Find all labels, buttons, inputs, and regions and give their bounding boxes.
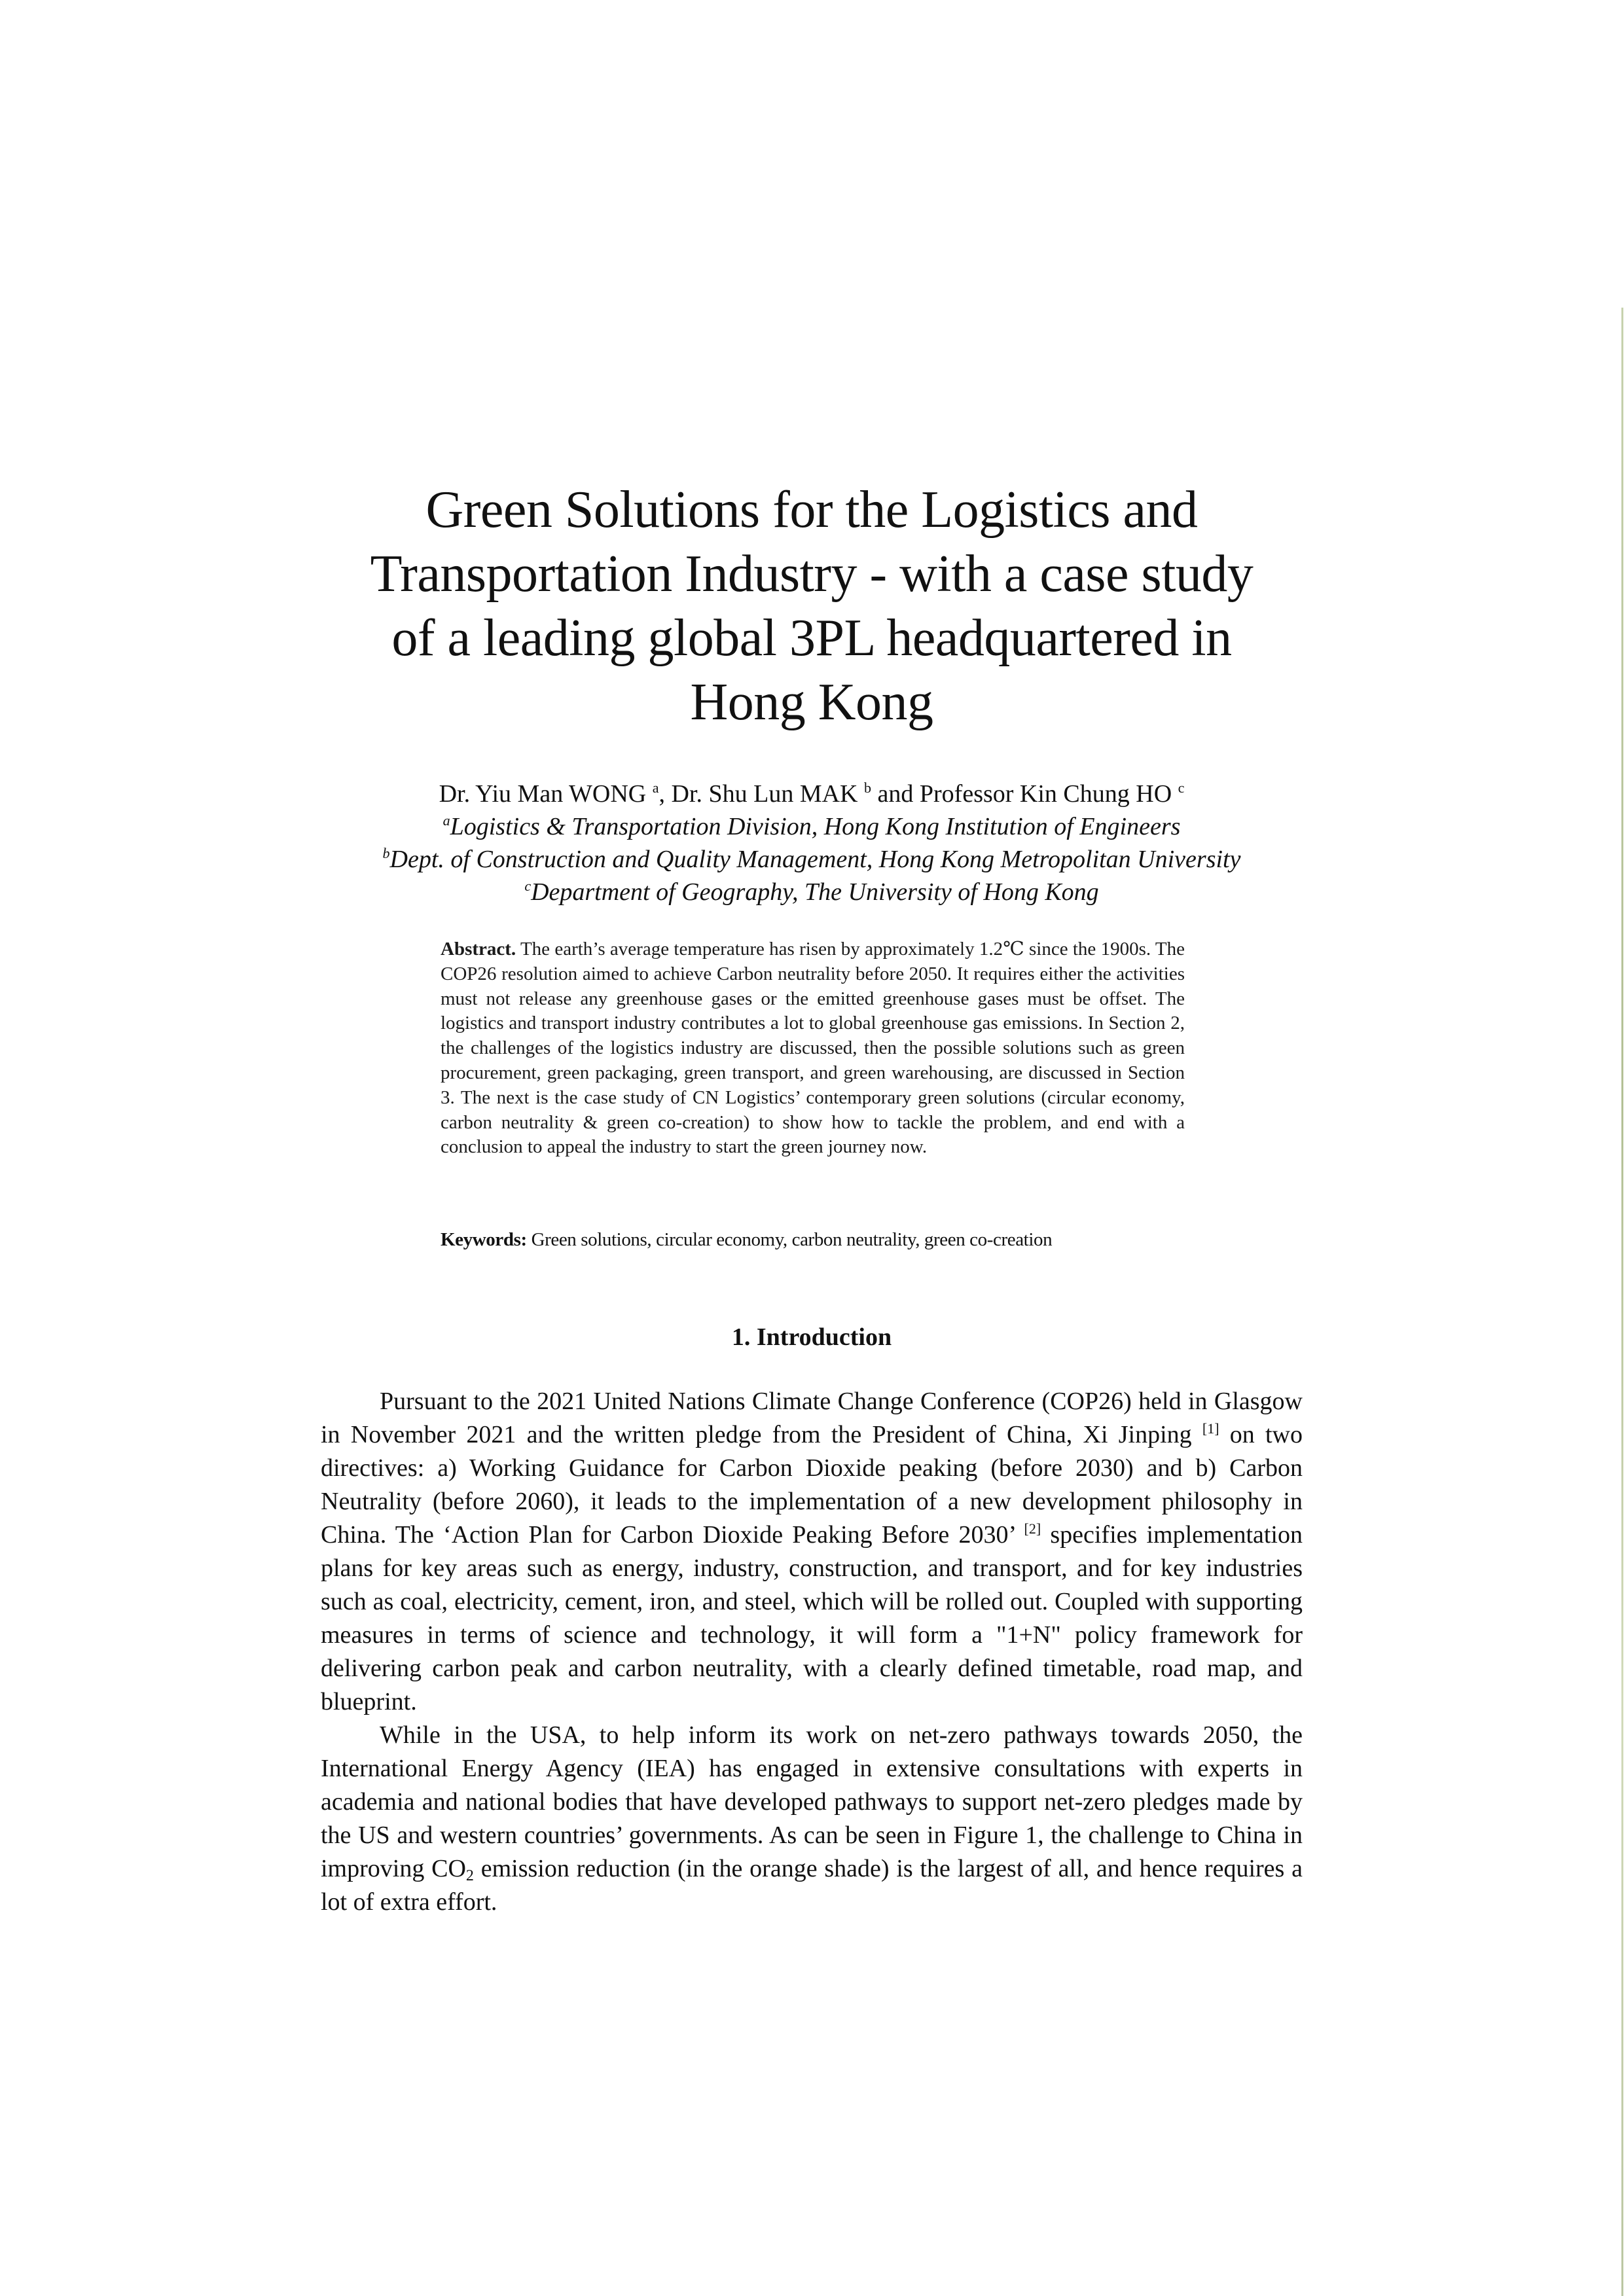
- subscript: 2: [465, 1867, 474, 1884]
- affiliation-mark: c: [524, 878, 532, 894]
- abstract: [441, 937, 1185, 1160]
- body-paragraph: [321, 1385, 1303, 1719]
- affiliation-text: Department of Geography, The University of Hong Kong: [531, 878, 1099, 906]
- author-separator: and: [871, 780, 920, 808]
- page-edge-line: [1621, 308, 1623, 2296]
- paragraph-text: specifies implementation plans for key areas such as energy, industry, construction, and transport, and for key industries such as coal, electricity, cement, iron, and steel, which will be rolled out. Coupled with supporting measures in terms of science and technology, it will form a "1+N" policy framework for delivering carbon peak and carbon neutrality, with a clearly defined timetable, road map, and blueprint.: [321, 1521, 1303, 1715]
- affiliation-mark: b: [382, 845, 390, 861]
- title-line-2: Transportation Industry - with a case study: [370, 545, 1254, 603]
- author-name: Dr. Yiu Man WONG: [439, 780, 647, 808]
- title-line-1: Green Solutions for the Logistics and: [425, 481, 1198, 539]
- affiliation-mark: a: [652, 780, 659, 796]
- body-paragraph: [321, 1719, 1303, 1919]
- paragraph-text: emission reduction (in the orange shade) is the largest of all, and hence requires a lot of extra effort.: [321, 1855, 1303, 1916]
- keywords-label: Keywords:: [441, 1229, 527, 1250]
- affiliation-text: Dept. of Construction and Quality Management, Hong Kong Metropolitan University: [389, 846, 1241, 873]
- paragraph-text: on two directives: a) Working Guidance for Carbon Dioxide peaking (before 2030) and b) Carbon Neutrality (before 2060), it leads to the implementation of a new development philosophy in China. The ‘Action Plan for Carbon Dioxide Peaking Before 2030’: [321, 1421, 1303, 1549]
- keywords-text: Green solutions, circular economy, carbon neutrality, green co-creation: [526, 1229, 1053, 1250]
- section-heading-introduction: 1. Introduction: [731, 1323, 892, 1351]
- affiliation-a: [288, 810, 1335, 843]
- affiliation-mark: a: [442, 812, 450, 829]
- abstract-text: The earth’s average temperature has risen by approximately 1.2℃ since the 1900s. The COP26 resolution aimed to achieve Carbon neutrality before 2050. It requires either the activities must not release any greenhouse gases or the emitted greenhouse gases must be offset. The logistics and transport industry contributes a lot to global greenhouse gas emissions. In Section 2, the challenges of the logistics industry are discussed, then the possible solutions such as green procurement, green packaging, green transport, and green warehousing, are discussed in Section 3. The next is the case study of CN Logistics’ contemporary green solutions (circular economy, carbon neutrality & green co-creation) to show how to tackle the problem, and end with a conclusion to appeal the industry to start the green journey now.: [441, 939, 1185, 1158]
- paragraph-text: While in the USA, to help inform its work on net-zero pathways towards 2050, the International Energy Agency (IEA) has engaged in extensive consultations with experts in academia and national bodies that have developed pathways to support net-zero pledges made by the US and western countries’ governments. As can be seen in Figure 1, the challenge to China in improving CO: [321, 1721, 1303, 1882]
- affiliation-mark: c: [1178, 780, 1185, 796]
- author-separator: ,: [659, 780, 672, 808]
- title-line-3: of a leading global 3PL headquartered in: [391, 609, 1232, 667]
- keywords: [441, 1228, 1200, 1252]
- author-name: Professor Kin Chung HO: [919, 780, 1172, 808]
- author-name: Dr. Shu Lun MAK: [671, 780, 858, 808]
- affiliation-b: [288, 843, 1335, 876]
- affiliation-mark: b: [864, 780, 872, 796]
- abstract-label: Abstract.: [441, 939, 516, 960]
- citation-ref[interactable]: [2]: [1024, 1520, 1041, 1537]
- paragraph-text: Pursuant to the 2021 United Nations Climate Change Conference (COP26) held in Glasgow in November 2021 and the written pledge from the President of China, Xi Jinping: [321, 1388, 1303, 1448]
- affiliation-text: Logistics & Transportation Division, Hong Kong Institution of Engineers: [450, 813, 1181, 840]
- citation-ref[interactable]: [1]: [1202, 1420, 1219, 1437]
- title-line-4: Hong Kong: [690, 673, 933, 731]
- author-list: [288, 778, 1335, 810]
- paper-title: [314, 478, 1309, 734]
- affiliation-c: [288, 876, 1335, 908]
